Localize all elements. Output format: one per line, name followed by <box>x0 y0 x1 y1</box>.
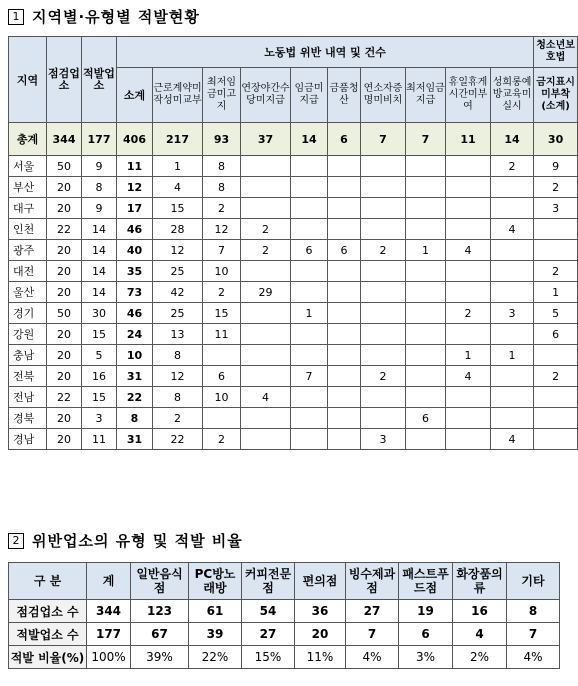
table-cell <box>241 156 291 177</box>
table-cell: 3% <box>399 646 453 669</box>
table-cell: 1 <box>291 303 328 324</box>
table-cell <box>328 198 361 219</box>
table-cell: 6 <box>291 240 328 261</box>
table-cell: 2 <box>153 408 203 429</box>
table-cell: 3 <box>361 429 406 450</box>
table-cell <box>328 429 361 450</box>
table-cell <box>406 303 446 324</box>
total-cell: 344 <box>47 123 82 156</box>
business-type-table <box>8 562 560 669</box>
table-row <box>9 623 560 646</box>
table-cell: 42 <box>153 282 203 303</box>
table-cell: 3 <box>534 198 578 219</box>
table-cell <box>361 156 406 177</box>
table-cell: 123 <box>131 600 189 623</box>
table-cell: 8 <box>117 408 153 429</box>
table-cell <box>328 366 361 387</box>
column-header: 기타 <box>507 563 560 600</box>
header-col: 성희롱예방교육미실시 <box>491 68 534 123</box>
table-cell <box>406 156 446 177</box>
header-youth-col: 금지표시미부착(소계) <box>534 68 578 123</box>
table-cell: 2 <box>203 429 241 450</box>
table-cell <box>446 198 491 219</box>
total-cell: 406 <box>117 123 153 156</box>
table-cell: 1 <box>534 282 578 303</box>
table-cell <box>361 324 406 345</box>
table-cell: 15 <box>153 198 203 219</box>
header-col: 금품청산 <box>328 68 361 123</box>
table-cell: 12 <box>153 366 203 387</box>
table-cell <box>241 303 291 324</box>
table-cell <box>491 198 534 219</box>
table-cell: 14 <box>82 282 117 303</box>
table-cell <box>361 177 406 198</box>
section2-heading <box>8 530 243 551</box>
table-cell: 8 <box>153 345 203 366</box>
table-cell: 2 <box>491 156 534 177</box>
table-cell: 2 <box>203 282 241 303</box>
region-name: 강원 <box>9 324 47 345</box>
table-cell: 14 <box>82 261 117 282</box>
region-name: 대전 <box>9 261 47 282</box>
table-cell: 2 <box>534 366 578 387</box>
table-cell: 20 <box>47 345 82 366</box>
table-cell <box>291 261 328 282</box>
row-label: 적발 비율(%) <box>9 646 87 669</box>
table-cell: 27 <box>346 600 399 623</box>
table-cell: 10 <box>117 345 153 366</box>
table-cell <box>361 387 406 408</box>
table-cell: 14 <box>82 219 117 240</box>
column-header: 편의점 <box>295 563 346 600</box>
table-cell <box>291 219 328 240</box>
table-cell: 4% <box>346 646 399 669</box>
table-cell <box>406 429 446 450</box>
table-cell: 4 <box>453 623 507 646</box>
table-cell: 8 <box>203 156 241 177</box>
table-row <box>9 646 560 669</box>
table-cell <box>328 219 361 240</box>
section2-number: 2 <box>8 533 24 549</box>
header-col: 연소자증명미비치 <box>361 68 406 123</box>
header-youth-group: 청소년보호법 <box>534 37 578 68</box>
table-cell: 50 <box>47 156 82 177</box>
table-cell: 22 <box>47 387 82 408</box>
table-cell: 2 <box>446 303 491 324</box>
table-cell: 25 <box>153 261 203 282</box>
table-cell: 4% <box>507 646 560 669</box>
table-cell <box>534 408 578 429</box>
table-cell <box>446 177 491 198</box>
table-cell <box>491 366 534 387</box>
total-cell: 11 <box>446 123 491 156</box>
table-cell: 4 <box>491 429 534 450</box>
column-header: 빙수제과점 <box>346 563 399 600</box>
table-cell: 8 <box>203 177 241 198</box>
table-cell: 4 <box>241 387 291 408</box>
table-cell <box>291 198 328 219</box>
row-label: 점검업소 수 <box>9 600 87 623</box>
table-cell <box>361 198 406 219</box>
table-cell <box>241 345 291 366</box>
table-cell: 11% <box>295 646 346 669</box>
table-cell <box>406 261 446 282</box>
table-cell: 19 <box>399 600 453 623</box>
total-cell: 177 <box>82 123 117 156</box>
table-cell: 2 <box>203 198 241 219</box>
region-name: 경남 <box>9 429 47 450</box>
table-cell: 4 <box>446 240 491 261</box>
table-cell: 15 <box>82 387 117 408</box>
table-row <box>9 219 578 240</box>
table-cell: 46 <box>117 219 153 240</box>
table-cell <box>406 345 446 366</box>
table-cell <box>241 408 291 429</box>
table-cell: 30 <box>82 303 117 324</box>
total-cell: 37 <box>241 123 291 156</box>
table-cell <box>203 345 241 366</box>
table-cell <box>491 324 534 345</box>
table-cell: 35 <box>117 261 153 282</box>
table-cell: 28 <box>153 219 203 240</box>
table-row <box>9 408 578 429</box>
table-cell <box>406 282 446 303</box>
table-cell: 16 <box>453 600 507 623</box>
table-cell: 9 <box>82 156 117 177</box>
table-cell <box>534 219 578 240</box>
table-cell <box>491 177 534 198</box>
table-cell <box>491 240 534 261</box>
table-cell <box>241 261 291 282</box>
table-cell: 9 <box>82 198 117 219</box>
section1-number: 1 <box>8 9 24 25</box>
table-cell: 2 <box>361 240 406 261</box>
table-cell <box>241 177 291 198</box>
table-cell <box>361 345 406 366</box>
table-cell: 8 <box>507 600 560 623</box>
table-cell: 4 <box>446 366 491 387</box>
table-cell: 6 <box>203 366 241 387</box>
table-cell <box>291 387 328 408</box>
header-labor-group: 노동법 위반 내역 및 건수 <box>117 37 534 68</box>
table-cell <box>241 429 291 450</box>
table-cell: 10 <box>203 261 241 282</box>
table-cell <box>534 345 578 366</box>
header-col: 최저임금지급 <box>406 68 446 123</box>
table-cell: 39 <box>189 623 242 646</box>
column-header: 구 분 <box>9 563 87 600</box>
table-cell: 8 <box>82 177 117 198</box>
table-cell <box>534 240 578 261</box>
section1-title: 지역별·유형별 적발현황 <box>32 8 200 26</box>
table-cell: 14 <box>82 240 117 261</box>
table-cell: 1 <box>491 345 534 366</box>
table-cell: 11 <box>117 156 153 177</box>
table-row <box>9 177 578 198</box>
section1-heading <box>8 6 200 27</box>
table-cell <box>361 261 406 282</box>
table-cell: 2 <box>241 240 291 261</box>
table-cell: 20 <box>295 623 346 646</box>
table-cell <box>291 282 328 303</box>
header-region: 지역 <box>9 37 47 123</box>
table-cell: 22 <box>47 219 82 240</box>
table-cell <box>446 324 491 345</box>
table-cell: 20 <box>47 177 82 198</box>
total-cell: 7 <box>361 123 406 156</box>
table-cell: 2 <box>534 261 578 282</box>
table-cell: 13 <box>153 324 203 345</box>
region-name: 광주 <box>9 240 47 261</box>
table-cell: 39% <box>131 646 189 669</box>
total-cell: 30 <box>534 123 578 156</box>
table-cell: 20 <box>47 261 82 282</box>
table-cell <box>491 282 534 303</box>
table-cell: 6 <box>399 623 453 646</box>
table-cell <box>328 282 361 303</box>
table-cell <box>491 261 534 282</box>
table-cell: 6 <box>328 240 361 261</box>
header-col: 휴일휴게시간미부여 <box>446 68 491 123</box>
table-row <box>9 600 560 623</box>
table-cell <box>446 429 491 450</box>
total-cell: 7 <box>406 123 446 156</box>
table-row <box>9 366 578 387</box>
table-cell: 15 <box>82 324 117 345</box>
table-cell <box>446 387 491 408</box>
table-cell <box>291 429 328 450</box>
table-cell: 3 <box>491 303 534 324</box>
table-cell: 22% <box>189 646 242 669</box>
table-cell: 12 <box>117 177 153 198</box>
table-cell: 22 <box>117 387 153 408</box>
row-label: 적발업소 수 <box>9 623 87 646</box>
table-row <box>9 303 578 324</box>
table-cell <box>328 261 361 282</box>
table-row <box>9 261 578 282</box>
table-cell: 5 <box>82 345 117 366</box>
table-cell: 20 <box>47 240 82 261</box>
table-cell: 20 <box>47 408 82 429</box>
section2-title: 위반업소의 유형 및 적발 비율 <box>32 532 243 550</box>
table-cell: 17 <box>117 198 153 219</box>
table-cell <box>406 177 446 198</box>
table-cell: 15% <box>242 646 295 669</box>
table-cell: 36 <box>295 600 346 623</box>
table-cell <box>534 387 578 408</box>
table-cell <box>406 366 446 387</box>
table-cell <box>406 387 446 408</box>
table-cell: 2% <box>453 646 507 669</box>
table-row <box>9 324 578 345</box>
total-cell: 93 <box>203 123 241 156</box>
table-cell: 3 <box>82 408 117 429</box>
table-cell: 7 <box>346 623 399 646</box>
table-cell: 6 <box>534 324 578 345</box>
column-header: 패스트푸드점 <box>399 563 453 600</box>
table-cell <box>446 219 491 240</box>
table-row <box>9 198 578 219</box>
header-subtotal: 소계 <box>117 68 153 123</box>
table-cell: 1 <box>406 240 446 261</box>
table-cell: 73 <box>117 282 153 303</box>
table-cell <box>328 387 361 408</box>
table-cell: 12 <box>203 219 241 240</box>
table-cell: 2 <box>241 219 291 240</box>
table-cell <box>406 219 446 240</box>
table-cell: 61 <box>189 600 242 623</box>
table-row <box>9 429 578 450</box>
table-cell <box>291 177 328 198</box>
header-col: 최저임금미고지 <box>203 68 241 123</box>
table-cell: 10 <box>203 387 241 408</box>
table-cell <box>446 282 491 303</box>
column-header: 일반음식점 <box>131 563 189 600</box>
region-name: 인천 <box>9 219 47 240</box>
total-row <box>9 123 578 156</box>
table-cell <box>291 324 328 345</box>
table-cell: 40 <box>117 240 153 261</box>
table-cell <box>446 261 491 282</box>
total-cell: 217 <box>153 123 203 156</box>
table-cell: 27 <box>242 623 295 646</box>
table-cell <box>361 282 406 303</box>
table-cell: 7 <box>507 623 560 646</box>
table-cell: 344 <box>87 600 131 623</box>
table-cell <box>406 324 446 345</box>
table-cell: 29 <box>241 282 291 303</box>
table-row <box>9 345 578 366</box>
table-cell <box>361 408 406 429</box>
table-cell <box>406 198 446 219</box>
table-cell: 25 <box>153 303 203 324</box>
table-row <box>9 240 578 261</box>
total-cell: 14 <box>291 123 328 156</box>
region-name: 충남 <box>9 345 47 366</box>
region-name: 울산 <box>9 282 47 303</box>
table-cell: 20 <box>47 324 82 345</box>
region-violation-table <box>8 36 578 450</box>
table-cell: 46 <box>117 303 153 324</box>
table-cell <box>491 387 534 408</box>
table-cell: 16 <box>82 366 117 387</box>
column-header: 커피전문점 <box>242 563 295 600</box>
table-cell <box>361 219 406 240</box>
table-row <box>9 387 578 408</box>
table-cell <box>203 408 241 429</box>
table-cell: 15 <box>203 303 241 324</box>
table-cell: 20 <box>47 429 82 450</box>
column-header: 계 <box>87 563 131 600</box>
table-row <box>9 156 578 177</box>
region-name: 경북 <box>9 408 47 429</box>
region-name: 전남 <box>9 387 47 408</box>
region-name: 경기 <box>9 303 47 324</box>
header-violating: 적발업소 <box>82 37 117 123</box>
table-cell <box>291 345 328 366</box>
table-cell <box>446 408 491 429</box>
table-cell <box>291 156 328 177</box>
table-cell <box>328 345 361 366</box>
table-cell <box>328 324 361 345</box>
region-name: 전북 <box>9 366 47 387</box>
table-cell: 2 <box>534 177 578 198</box>
table-cell: 100% <box>87 646 131 669</box>
table-cell <box>534 429 578 450</box>
table-cell: 20 <box>47 198 82 219</box>
table-cell: 7 <box>203 240 241 261</box>
total-cell: 14 <box>491 123 534 156</box>
table-cell <box>446 156 491 177</box>
table-cell <box>291 408 328 429</box>
table-cell: 22 <box>153 429 203 450</box>
table-cell <box>241 198 291 219</box>
table-cell: 20 <box>47 366 82 387</box>
table-cell: 177 <box>87 623 131 646</box>
table-cell: 5 <box>534 303 578 324</box>
column-header: 화장품의류 <box>453 563 507 600</box>
total-cell: 6 <box>328 123 361 156</box>
table-cell: 9 <box>534 156 578 177</box>
table-cell: 24 <box>117 324 153 345</box>
header-col: 연장야간수당미지급 <box>241 68 291 123</box>
table-cell: 4 <box>153 177 203 198</box>
region-name: 서울 <box>9 156 47 177</box>
table-cell <box>328 156 361 177</box>
table-cell: 11 <box>203 324 241 345</box>
header-col: 임금미지급 <box>291 68 328 123</box>
region-name: 부산 <box>9 177 47 198</box>
table-cell: 2 <box>361 366 406 387</box>
table-cell: 50 <box>47 303 82 324</box>
table-cell: 31 <box>117 366 153 387</box>
header-col: 근로계약미작성미교부 <box>153 68 203 123</box>
table-cell: 7 <box>291 366 328 387</box>
table-cell <box>328 177 361 198</box>
header-inspected: 점검업소 <box>47 37 82 123</box>
table-cell <box>328 303 361 324</box>
table-cell: 8 <box>153 387 203 408</box>
table-cell: 6 <box>406 408 446 429</box>
region-name: 대구 <box>9 198 47 219</box>
column-header: PC방노래방 <box>189 563 242 600</box>
table-cell: 31 <box>117 429 153 450</box>
table-cell: 1 <box>153 156 203 177</box>
table-cell: 12 <box>153 240 203 261</box>
table-cell: 1 <box>446 345 491 366</box>
total-region: 총계 <box>9 123 47 156</box>
table-cell: 20 <box>47 282 82 303</box>
table-cell <box>241 324 291 345</box>
table-cell: 4 <box>491 219 534 240</box>
table-cell <box>491 408 534 429</box>
table-cell: 67 <box>131 623 189 646</box>
table-cell <box>241 366 291 387</box>
table-cell: 54 <box>242 600 295 623</box>
table-row <box>9 282 578 303</box>
table-cell: 11 <box>82 429 117 450</box>
table-cell <box>328 408 361 429</box>
table-cell <box>361 303 406 324</box>
